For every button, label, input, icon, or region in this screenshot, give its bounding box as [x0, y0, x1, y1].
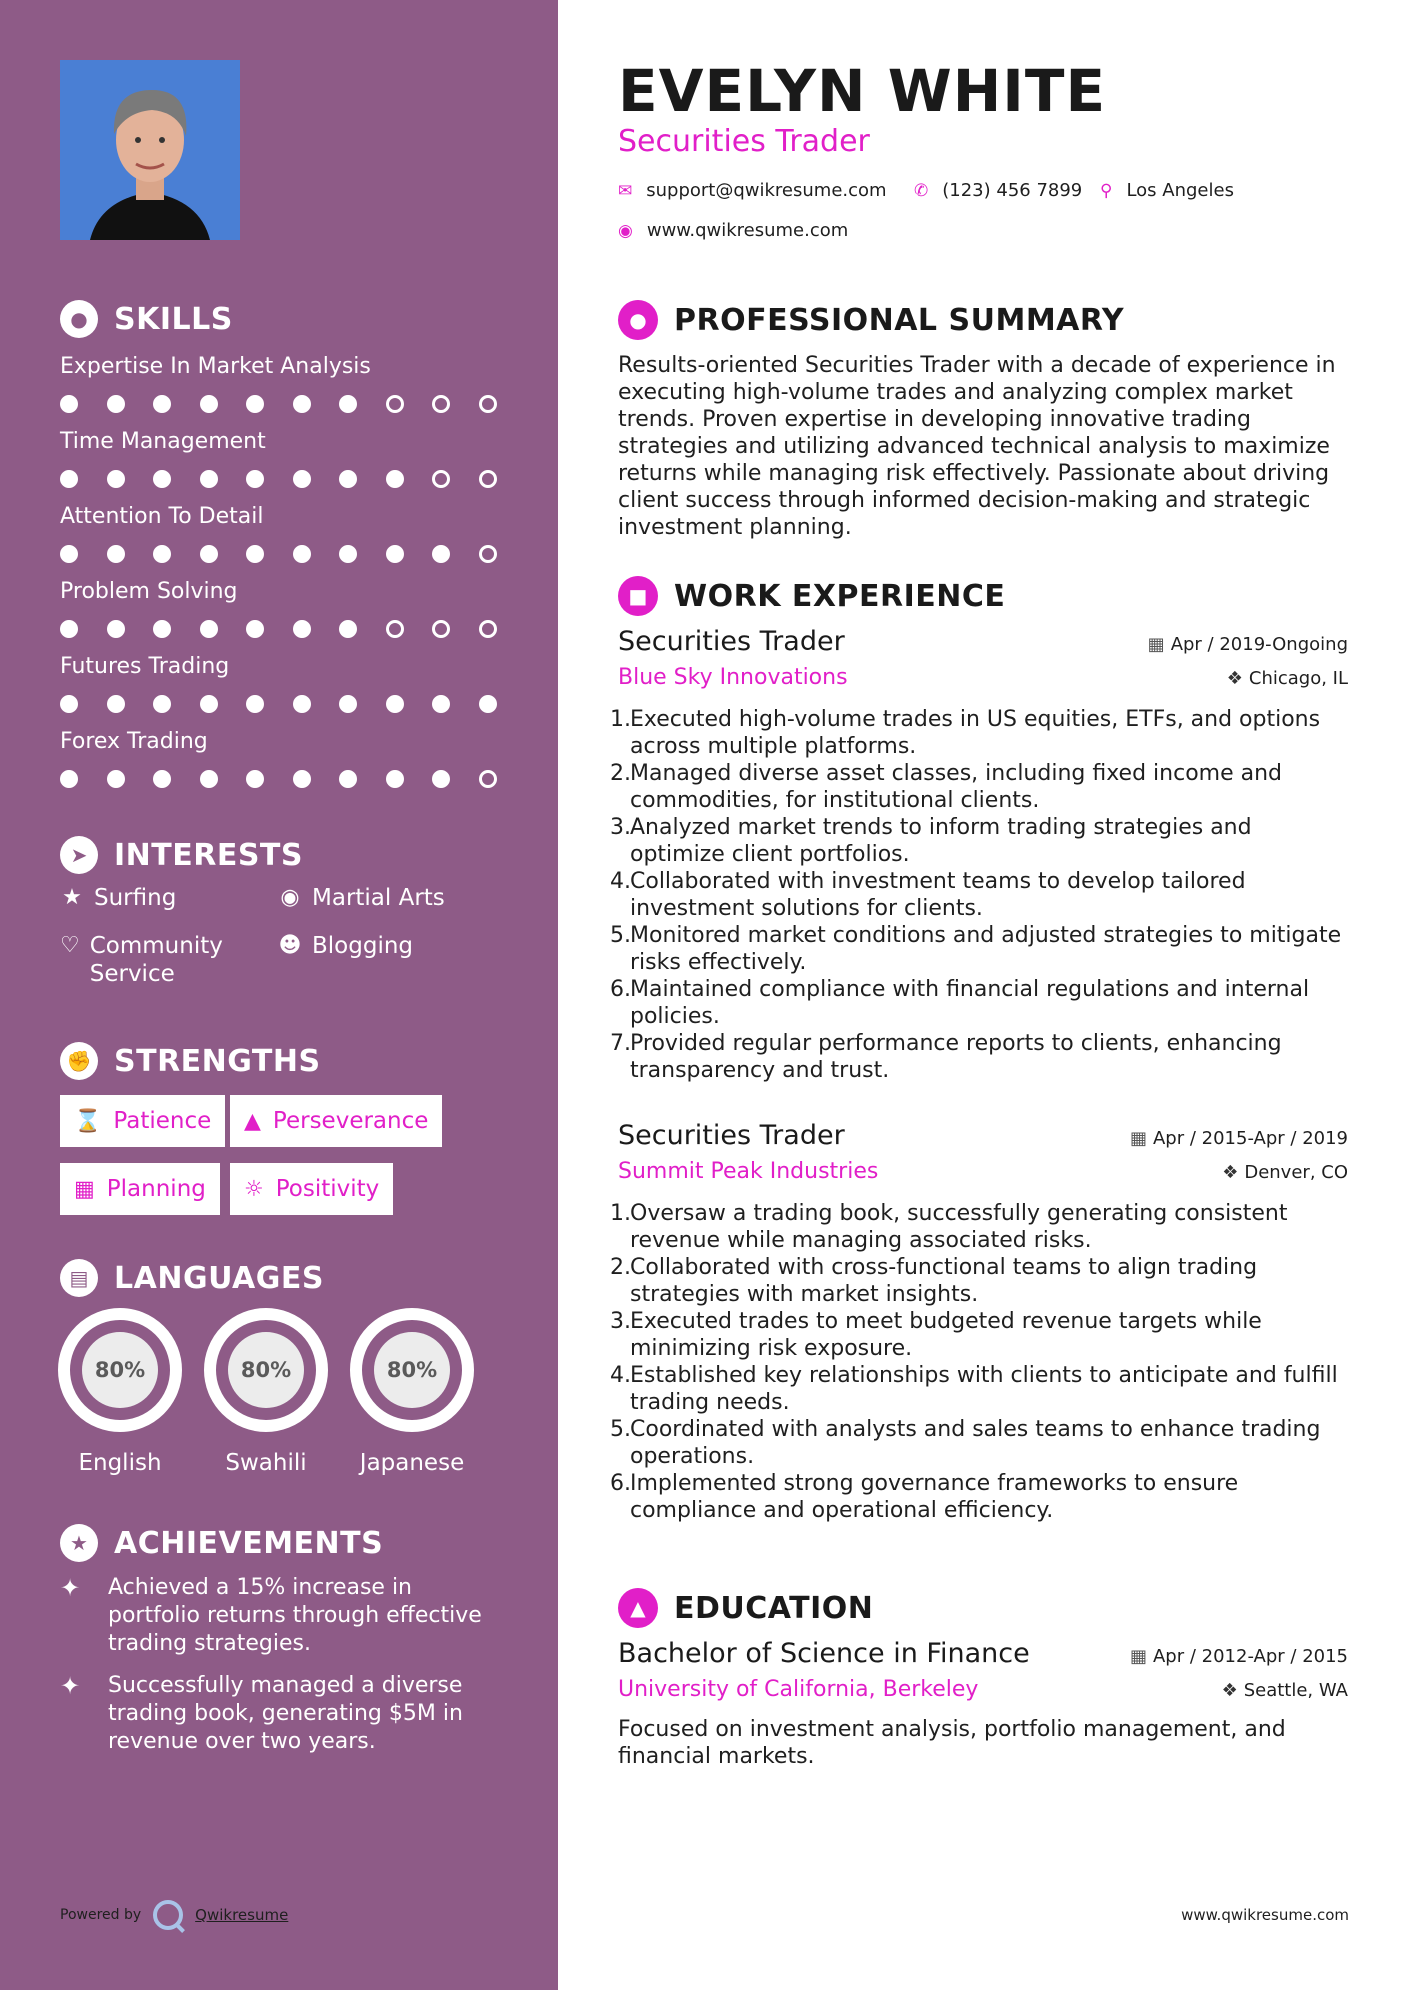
rating-dot-filled	[339, 770, 357, 788]
language-name: English	[78, 1450, 162, 1476]
job-location	[1222, 1162, 1348, 1183]
duty-list	[610, 1200, 1348, 1524]
rating-dot-filled	[246, 545, 264, 563]
rating-dot-filled	[246, 470, 264, 488]
job-entry	[610, 1120, 1348, 1524]
skill-rating	[60, 394, 510, 414]
job-date	[1148, 634, 1348, 655]
candidate-name: EVELYN WHITE	[618, 57, 1107, 125]
rating-dot-filled	[60, 770, 78, 788]
achievements-header	[60, 1524, 383, 1562]
duty-text: Collaborated with investment teams to develop tailored investment solutions for clients.	[630, 869, 1246, 921]
education-location-text: Seattle, WA	[1243, 1680, 1348, 1701]
education-header	[618, 1588, 873, 1628]
education-date	[1130, 1646, 1348, 1667]
rating-dot-filled	[60, 620, 78, 638]
rating-dot-filled	[432, 770, 450, 788]
rating-dot-filled	[386, 470, 404, 488]
rating-dot-filled	[246, 770, 264, 788]
rating-dot-filled	[293, 620, 311, 638]
achievements-title: ACHIEVEMENTS	[114, 1525, 384, 1561]
duty-text: Managed diverse asset classes, including fixed income and commodities, for institutional clients.	[630, 761, 1283, 813]
rating-dot-filled	[339, 470, 357, 488]
skill-item	[60, 577, 510, 639]
duty-text: Analyzed market trends to inform trading strategies and optimize client portfolios.	[630, 815, 1252, 867]
rating-dot-filled	[293, 695, 311, 713]
rating-dot-empty	[479, 770, 497, 788]
language-ring	[58, 1308, 182, 1432]
list-item: 5. Coordinated with analysts and sales teams to enhance trading operations.	[618, 1416, 1348, 1470]
rating-dot-filled	[293, 395, 311, 413]
rating-dot-filled	[60, 545, 78, 563]
strength-label: Planning	[106, 1176, 206, 1202]
calendar-icon: ▦	[1129, 1646, 1147, 1667]
rating-dot-filled	[339, 620, 357, 638]
list-item: 6. Implemented strong governance frameworks to ensure compliance and operational efficiency.	[618, 1470, 1348, 1524]
rating-dot-filled	[339, 545, 357, 563]
interest-item	[60, 932, 260, 988]
language-ring	[350, 1308, 474, 1432]
phone-text: (123) 456 7899	[942, 180, 1083, 201]
lightbulb-icon: ●	[60, 300, 98, 338]
rating-dot-filled	[200, 695, 218, 713]
duty-text: Collaborated with cross-functional teams to align trading strategies with market insights.	[630, 1255, 1258, 1307]
skill-name: Forex Trading	[60, 729, 208, 754]
rating-dot-empty	[479, 620, 497, 638]
job-date	[1130, 1128, 1348, 1149]
pin-icon: ❖	[1226, 668, 1243, 689]
rating-dot-filled	[479, 695, 497, 713]
degree-title: Bachelor of Science in Finance	[618, 1638, 1030, 1669]
rating-dot-filled	[293, 545, 311, 563]
summary-title: PROFESSIONAL SUMMARY	[674, 302, 1125, 338]
list-item: 2. Managed diverse asset classes, including fixed income and commodities, for institutional clients.	[618, 760, 1348, 814]
language-icon: ▤	[60, 1259, 98, 1297]
interest-label: Martial Arts	[312, 885, 445, 911]
strength-label: Positivity	[275, 1176, 380, 1202]
pin-icon: ❖	[1221, 1680, 1238, 1701]
strengths-header	[60, 1042, 321, 1080]
contact-email[interactable]	[618, 180, 887, 201]
skill-rating	[60, 769, 510, 789]
experience-header	[618, 576, 1005, 616]
rating-dot-filled	[60, 695, 78, 713]
list-item: 3. Executed trades to meet budgeted revenue targets while minimizing risk exposure.	[618, 1308, 1348, 1362]
list-item: 5. Monitored market conditions and adjusted strategies to mitigate risks effectively.	[618, 922, 1348, 976]
rating-dot-filled	[432, 695, 450, 713]
summary-header	[618, 300, 1124, 340]
strength-badge	[60, 1163, 220, 1215]
rating-dot-empty	[386, 620, 404, 638]
list-item: 4. Established key relationships with clients to anticipate and fulfill trading needs.	[618, 1362, 1348, 1416]
rating-dot-filled	[153, 470, 171, 488]
rating-dot-filled	[107, 395, 125, 413]
job-entry	[610, 626, 1348, 1084]
skill-rating	[60, 619, 510, 639]
rating-dot-empty	[432, 395, 450, 413]
rating-dot-filled	[60, 470, 78, 488]
interest-label: Community Service	[89, 933, 223, 987]
strength-badge	[230, 1095, 442, 1147]
skill-item	[60, 502, 510, 564]
skill-name: Attention To Detail	[60, 504, 264, 529]
profile-photo	[60, 60, 240, 240]
powered-by-label: Powered by	[60, 1907, 142, 1923]
graduation-icon: ▲	[618, 1588, 658, 1628]
summary-text: Results-oriented Securities Trader with a decade of experience in executing high-volume trades and analyzing complex market trends. Proven expertise in developing innovative trading strategies and utilizing advanced technical analysis to maximize returns while managing risk effectively. Passionate about driving client success through informed decision-making and strategic investment planning.	[618, 353, 1336, 540]
shooting-star-icon: ✦	[60, 1672, 81, 1700]
users-icon: ☻	[278, 933, 302, 958]
rating-dot-filled	[293, 770, 311, 788]
rating-dot-empty	[432, 470, 450, 488]
rating-dot-filled	[153, 620, 171, 638]
duty-text: Executed high-volume trades in US equities, ETFs, and options across multiple platforms.	[630, 707, 1321, 759]
list-item: 2. Collaborated with cross-functional teams to align trading strategies with market insights.	[618, 1254, 1348, 1308]
calendar-icon: ▦	[1147, 634, 1165, 655]
list-item: 1. Executed high-volume trades in US equities, ETFs, and options across multiple platforms.	[618, 706, 1348, 760]
skill-name: Futures Trading	[60, 654, 230, 679]
rating-dot-filled	[246, 620, 264, 638]
language-percent: 80%	[374, 1332, 450, 1408]
list-item: 3. Analyzed market trends to inform trading strategies and optimize client portfolios.	[618, 814, 1348, 868]
rating-dot-filled	[200, 470, 218, 488]
star-icon: ★	[62, 885, 82, 910]
contact-website[interactable]	[618, 220, 848, 241]
rating-dot-filled	[246, 695, 264, 713]
hands-icon: ♡	[60, 933, 80, 958]
job-location-text: Denver, CO	[1244, 1162, 1348, 1183]
rating-dot-empty	[479, 470, 497, 488]
skill-item	[60, 727, 510, 789]
skill-rating	[60, 469, 510, 489]
achievement-item	[60, 1574, 500, 1658]
strength-label: Perseverance	[272, 1108, 429, 1134]
duty-text: Implemented strong governance frameworks to ensure compliance and operational efficiency.	[630, 1471, 1239, 1523]
list-item: 4. Collaborated with investment teams to develop tailored investment solutions for clients.	[618, 868, 1348, 922]
rating-dot-filled	[107, 545, 125, 563]
rating-dot-filled	[200, 620, 218, 638]
globe-icon: ◉	[280, 885, 300, 910]
company-name: Summit Peak Industries	[618, 1159, 879, 1184]
rating-dot-filled	[386, 545, 404, 563]
road-icon: ▲	[244, 1108, 261, 1134]
candidate-title: Securities Trader	[618, 124, 870, 159]
duty-text: Executed trades to meet budgeted revenue targets while minimizing risk exposure.	[630, 1309, 1262, 1361]
brand-link[interactable]: Qwikresume	[195, 1906, 289, 1924]
interest-item	[278, 884, 445, 912]
rating-dot-filled	[107, 695, 125, 713]
shooting-star-icon: ✦	[60, 1574, 81, 1602]
duty-text: Oversaw a trading book, successfully generating consistent revenue while managing associated risks.	[630, 1201, 1288, 1253]
strengths-title: STRENGTHS	[114, 1043, 321, 1079]
sidebar	[0, 0, 558, 1990]
language-item	[58, 1308, 182, 1476]
email-text: support@qwikresume.com	[646, 180, 887, 201]
interest-item	[278, 932, 413, 960]
rating-dot-filled	[60, 395, 78, 413]
sun-icon: ☼	[244, 1176, 264, 1202]
rating-dot-filled	[200, 545, 218, 563]
rating-dot-empty	[479, 545, 497, 563]
languages-title: LANGUAGES	[114, 1260, 324, 1296]
phone-icon: ✆	[914, 180, 929, 201]
strength-badge	[60, 1095, 225, 1147]
rating-dot-filled	[153, 395, 171, 413]
list-item: 7. Provided regular performance reports to clients, enhancing transparency and trust.	[618, 1030, 1348, 1084]
rating-dot-filled	[200, 395, 218, 413]
duty-text: Established key relationships with clients to anticipate and fulfill trading needs.	[630, 1363, 1338, 1415]
interest-item	[60, 884, 176, 912]
user-icon: ●	[618, 300, 658, 340]
skill-item	[60, 427, 510, 489]
achievement-item	[60, 1672, 500, 1756]
language-percent: 80%	[228, 1332, 304, 1408]
rating-dot-filled	[107, 620, 125, 638]
powered-by	[60, 1900, 288, 1930]
main-content	[558, 0, 1407, 1990]
contact-phone[interactable]	[914, 180, 1082, 201]
rating-dot-filled	[432, 545, 450, 563]
job-location-text: Chicago, IL	[1248, 668, 1348, 689]
rating-dot-filled	[153, 545, 171, 563]
rating-dot-empty	[432, 620, 450, 638]
star-badge-icon: ★	[60, 1524, 98, 1562]
duty-list	[610, 706, 1348, 1084]
qwikresume-logo-icon	[153, 1900, 183, 1930]
duty-text: Coordinated with analysts and sales teams to enhance trading operations.	[630, 1417, 1321, 1469]
language-ring	[204, 1308, 328, 1432]
rating-dot-filled	[153, 695, 171, 713]
rating-dot-filled	[200, 770, 218, 788]
language-name: Swahili	[225, 1450, 307, 1476]
skill-name: Expertise In Market Analysis	[60, 354, 371, 379]
education-date-text: Apr / 2012-Apr / 2015	[1152, 1646, 1348, 1667]
language-percent: 80%	[82, 1332, 158, 1408]
strength-label: Patience	[113, 1108, 212, 1134]
paper-plane-icon: ➤	[60, 836, 98, 874]
portrait-image	[60, 60, 240, 240]
fist-icon: ✊	[60, 1042, 98, 1080]
education-title: EDUCATION	[674, 1590, 874, 1626]
achievement-text: Successfully managed a diverse trading book, generating $5M in revenue over two years.	[108, 1673, 463, 1754]
rating-dot-empty	[386, 395, 404, 413]
rating-dot-filled	[107, 770, 125, 788]
achievement-text: Achieved a 15% increase in portfolio returns through effective trading strategies.	[108, 1575, 482, 1656]
skill-name: Time Management	[60, 429, 266, 454]
skills-title: SKILLS	[114, 301, 233, 337]
skills-header	[60, 300, 233, 338]
rating-dot-filled	[246, 395, 264, 413]
school-name: University of California, Berkeley	[618, 1677, 979, 1702]
website-text: www.qwikresume.com	[646, 220, 849, 241]
contact-location	[1100, 180, 1234, 201]
education-entry	[618, 1638, 1348, 1770]
skill-item	[60, 652, 510, 714]
skill-name: Problem Solving	[60, 579, 238, 604]
rating-dot-filled	[153, 770, 171, 788]
list-item: 1. Oversaw a trading book, successfully generating consistent revenue while managing associated risks.	[618, 1200, 1348, 1254]
strength-badge	[230, 1163, 393, 1215]
languages-header	[60, 1259, 324, 1297]
duty-text: Provided regular performance reports to clients, enhancing transparency and trust.	[630, 1031, 1282, 1083]
rating-dot-filled	[107, 470, 125, 488]
rating-dot-filled	[339, 695, 357, 713]
skill-rating	[60, 694, 510, 714]
job-title: Securities Trader	[618, 1120, 845, 1151]
interests-header	[60, 836, 303, 874]
company-name: Blue Sky Innovations	[618, 665, 848, 690]
location-text: Los Angeles	[1126, 180, 1234, 201]
envelope-icon: ✉	[618, 180, 633, 201]
rating-dot-filled	[339, 395, 357, 413]
skill-rating	[60, 544, 510, 564]
calendar-icon: ▦	[74, 1176, 95, 1202]
education-description: Focused on investment analysis, portfolio management, and financial markets.	[618, 1717, 1286, 1769]
language-item	[204, 1308, 328, 1476]
footer-url[interactable]: www.qwikresume.com	[1181, 1906, 1349, 1924]
rating-dot-filled	[293, 470, 311, 488]
calendar-icon: ▦	[1129, 1128, 1147, 1149]
interest-label: Blogging	[312, 933, 414, 959]
language-name: Japanese	[359, 1450, 465, 1476]
language-item	[350, 1308, 474, 1476]
rating-dot-filled	[386, 695, 404, 713]
experience-title: WORK EXPERIENCE	[674, 578, 1006, 614]
hourglass-icon: ⌛	[74, 1108, 102, 1134]
rating-dot-empty	[479, 395, 497, 413]
interest-label: Surfing	[94, 885, 177, 911]
job-date-text: Apr / 2019-Ongoing	[1170, 634, 1348, 655]
duty-text: Maintained compliance with financial regulations and internal policies.	[630, 977, 1310, 1029]
interests-title: INTERESTS	[114, 837, 303, 873]
job-location	[1227, 668, 1348, 689]
skill-item	[60, 352, 510, 414]
rating-dot-filled	[386, 770, 404, 788]
list-item: 6. Maintained compliance with financial regulations and internal policies.	[618, 976, 1348, 1030]
pin-icon: ❖	[1222, 1162, 1239, 1183]
duty-text: Monitored market conditions and adjusted strategies to mitigate risks effectively.	[630, 923, 1342, 975]
education-location	[1222, 1680, 1348, 1701]
globe-icon: ◉	[618, 220, 633, 241]
map-pin-icon: ⚲	[1100, 180, 1113, 201]
briefcase-icon: ■	[618, 576, 658, 616]
job-date-text: Apr / 2015-Apr / 2019	[1152, 1128, 1348, 1149]
job-title: Securities Trader	[618, 626, 845, 657]
